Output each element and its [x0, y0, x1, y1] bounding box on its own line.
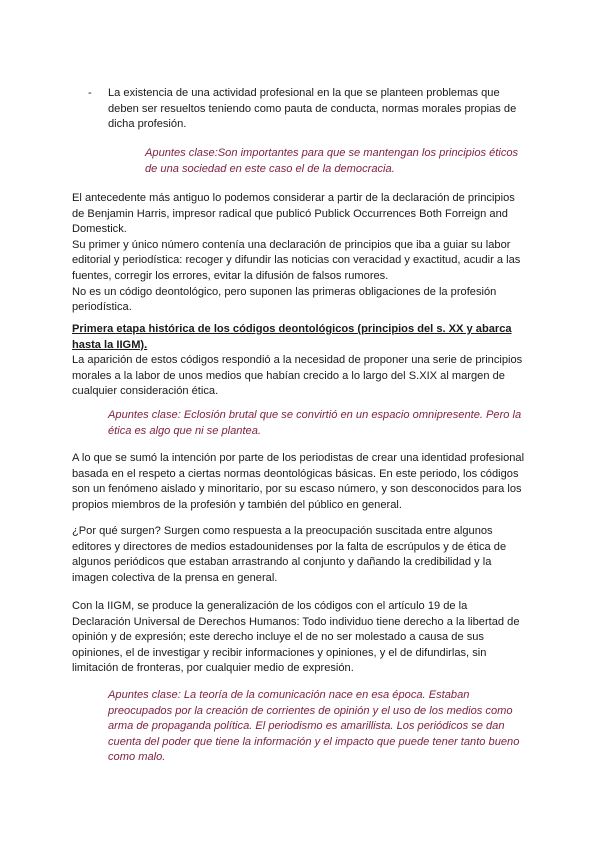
text-line: La aparición de estos códigos respondió a la necesidad de proponer una serie de principios	[72, 354, 523, 366]
text-line: Con la IIGM, se produce la generalización de los códigos con el artículo 19 de la	[72, 600, 468, 612]
text-line: limitación de fronteras, por cualquier medio de expresión.	[72, 662, 354, 675]
note-line: cuenta del poder que tiene la información y el impacto que puede tener tanto bueno	[108, 735, 520, 748]
paragraph-intencion	[72, 451, 530, 513]
note-line: arma de propaganda política. El periodismo es amarillista. Los periódicos se dan	[108, 720, 505, 733]
text-line: La existencia de una actividad profesional en la que se planteen problemas que	[108, 87, 500, 99]
text-line: fuentes, corregir los errores, evitar la difusión de falsos rumores.	[72, 269, 389, 282]
text-line: A lo que se sumó la intención por parte de los periodistas de crear una identidad profesional	[72, 452, 525, 464]
paragraph-iigm	[72, 599, 530, 677]
note-line: Apuntes clase:Son importantes para que se mantengan los principios éticos	[145, 147, 519, 159]
note-line: Apuntes clase: La teoría de la comunicación nace en esa época. Estaban	[108, 689, 470, 701]
text-line: opiniones, el de investigar y recibir informaciones y opiniones, y el de difundirlas, sin	[72, 646, 487, 659]
text-line: algunos periódicos que estaban arrastrando al conjunto y dañando la credibilidad y la	[72, 556, 492, 569]
text-line: basada en el respeto a ciertas normas deontológicas básicas. En este periodo, los códigos	[72, 467, 519, 480]
heading-line: Primera etapa histórica de los códigos deontológicos (principios del s. XX y abarca	[72, 323, 512, 335]
note-line: como malo.	[108, 751, 166, 764]
text-line: ¿Por qué surgen? Surgen como respuesta a la preocupación suscitada entre algunos	[72, 525, 493, 537]
note-line: de una sociedad en este caso el de la democracia.	[145, 162, 395, 175]
bullet-text	[108, 86, 528, 133]
paragraph-aparicion	[72, 353, 530, 400]
text-line: propios miembros de la profesión y también del público en general.	[72, 498, 402, 511]
heading-line: hasta la IIGM).	[72, 338, 148, 351]
section-heading	[72, 322, 530, 353]
text-line: editorial y periodística: recoger y difundir las noticias con veracidad y exactitud, acudir a las	[72, 254, 521, 267]
bullet-marker: -	[88, 87, 92, 99]
text-line: morales a la labor de unos medios que habían crecido a lo largo del S.XIX al margen de	[72, 369, 505, 382]
note-line: preocupados por la creación de corrientes de opinión y el uso de los medios como	[108, 704, 513, 717]
bullet-item	[88, 86, 528, 133]
text-line: son un fenómeno aislado y minoritario, por su escaso número, y son desconocidos para los	[72, 483, 522, 496]
paragraph-antecedente	[72, 191, 530, 316]
class-note-3	[108, 688, 519, 766]
text-line: periodística.	[72, 301, 132, 314]
text-line: No es un código deontológico, pero suponen las primeras obligaciones de la profesión	[72, 285, 497, 298]
note-line: ética es algo que ni se plantea.	[108, 424, 261, 437]
text-line: editores y directores de medios estadounidenses por la falta de escrúpulos y de ética de	[72, 540, 507, 553]
text-line: imagen colectiva de la prensa en general.	[72, 571, 278, 584]
text-line: cualquier consideración ética.	[72, 385, 219, 398]
text-line: El antecedente más antiguo lo podemos considerar a partir de la declaración de principios	[72, 192, 515, 204]
class-note-2	[108, 408, 521, 439]
text-line: Domestick.	[72, 223, 127, 236]
text-line: deben ser resueltos teniendo como pauta de conducta, normas morales propias de	[108, 102, 517, 115]
note-line: Apuntes clase: Eclosión brutal que se convirtió en un espacio omnipresente. Pero la	[108, 409, 522, 421]
text-line: dicha profesión.	[108, 118, 187, 131]
text-line: Declaración Universal de Derechos Humanos: Todo individuo tiene derecho a la libertad de	[72, 615, 520, 628]
text-line: de Benjamin Harris, impresor radical que publicó Publick Occurrences Both Forreign and	[72, 207, 508, 220]
paragraph-por-que	[72, 524, 530, 586]
text-line: Su primer y único número contenía una declaración de principios que iba a guiar su labor	[72, 238, 511, 251]
text-line: opinión y de expresión; este derecho incluye el de no ser molestado a causa de sus	[72, 631, 484, 644]
class-note-1	[145, 146, 518, 177]
